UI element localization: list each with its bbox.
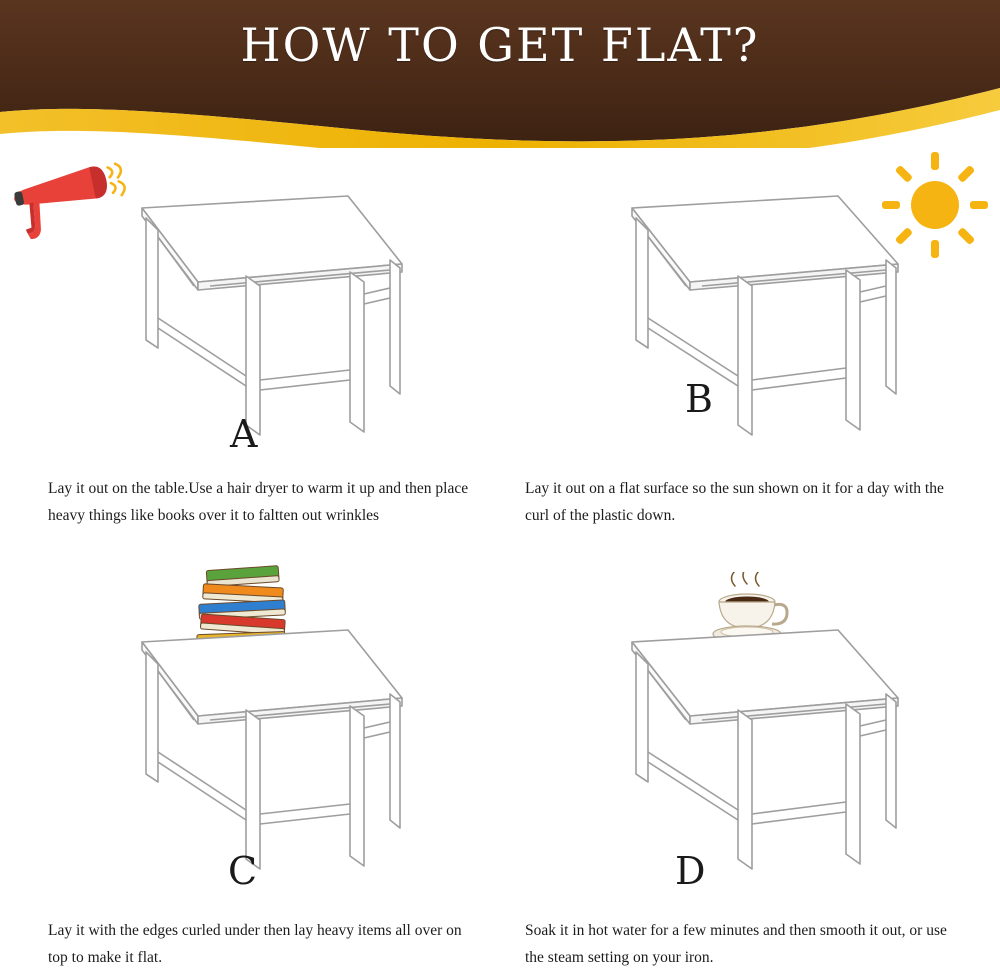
step-letter-d: D	[675, 849, 706, 893]
table-illustration	[540, 624, 920, 893]
step-b-illustration	[500, 150, 1000, 480]
step-panel-a	[0, 150, 500, 562]
step-caption-a: Lay it out on the table.Use a hair dryer to warm it up and then place heavy things like books over it to faltten out wrinkles	[48, 480, 469, 525]
step-c-illustration	[0, 562, 500, 892]
steps-grid	[0, 150, 1000, 974]
step-panel-c	[0, 562, 500, 974]
step-a-illustration	[0, 150, 500, 480]
step-d-illustration	[500, 562, 1000, 892]
page-title: HOW TO GET FLAT?	[240, 18, 760, 72]
step-panel-b	[500, 150, 1000, 562]
page-header	[0, 0, 1000, 148]
step-caption-d: Soak it in hot water for a few minutes and then smooth it out, or use the steam setting on your iron.	[525, 922, 947, 967]
table-illustration	[540, 190, 920, 455]
step-caption-c: Lay it with the edges curled under then lay heavy items all over on top to make it flat.	[48, 922, 462, 967]
step-caption-b: Lay it out on a flat surface so the sun shown on it for a day with the curl of the plastic down.	[525, 480, 944, 525]
step-letter-c: C	[228, 849, 258, 893]
step-panel-d	[500, 562, 1000, 974]
step-letter-b: B	[685, 377, 713, 421]
step-letter-a: A	[230, 412, 258, 456]
